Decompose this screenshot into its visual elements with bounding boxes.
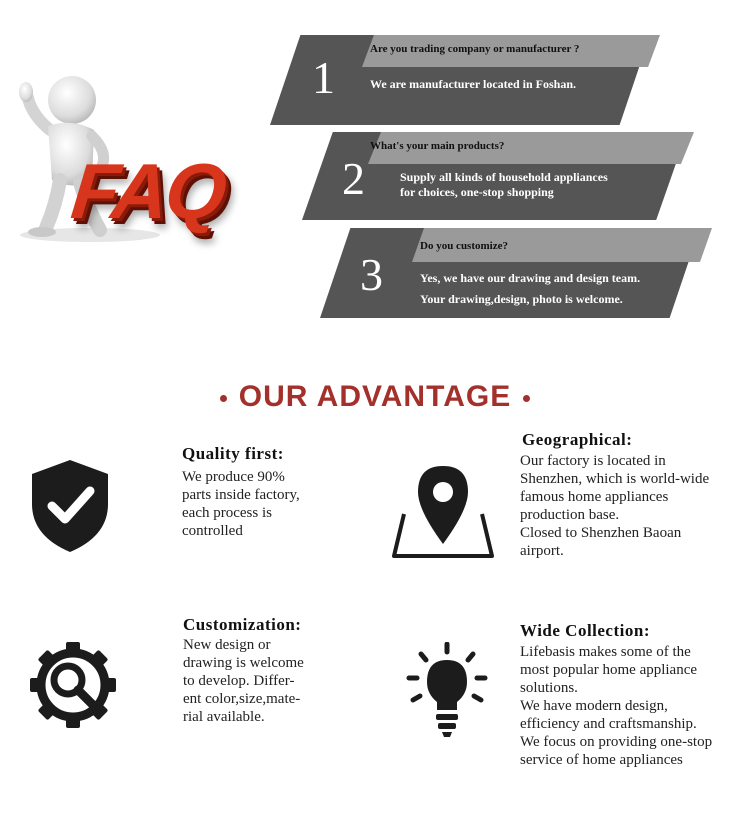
- advantage-text-line: service of home appliances: [520, 752, 683, 768]
- advantage-text-line: each process is: [182, 505, 272, 521]
- advantage-text-line: famous home appliances: [520, 489, 669, 505]
- advantage-text-line: Our factory is located in: [520, 453, 666, 469]
- advantage-text-line: production base.: [520, 507, 620, 523]
- advantage-text: [520, 643, 712, 769]
- title-dot-right: [523, 395, 530, 402]
- advantage-title-text: OUR ADVANTAGE: [238, 380, 512, 413]
- advantage-text-line: parts inside factory,: [182, 487, 300, 503]
- advantage-text-line: Closed to Shenzhen Baoan: [520, 525, 682, 541]
- advantage-heading: Wide Collection:: [520, 621, 650, 640]
- faq-number: 2: [342, 153, 365, 204]
- faq-number: 1: [312, 52, 335, 103]
- advantage-text: [520, 452, 709, 560]
- advantage-text-line: New design or: [183, 637, 271, 653]
- advantage-text: [182, 468, 300, 540]
- faq-number: 3: [360, 249, 383, 300]
- faq-answer-line: for choices, one-stop shopping: [400, 185, 554, 199]
- advantage-heading: Quality first:: [182, 444, 284, 463]
- advantage-text-line: efficiency and craftsmanship.: [520, 716, 697, 732]
- faq-card-2: [302, 132, 694, 220]
- advantage-text-line: We produce 90%: [182, 469, 285, 485]
- faq-answer-line: Yes, we have our drawing and design team.: [420, 271, 641, 285]
- faq-card-3: [320, 228, 712, 318]
- advantage-text-line: solutions.: [520, 680, 578, 696]
- advantage-text-line: We focus on providing one-stop: [520, 734, 713, 750]
- gear-search-icon: [28, 640, 118, 735]
- advantage-heading: Geographical:: [522, 430, 633, 449]
- advantage-text-line: rial available.: [183, 709, 265, 725]
- advantage-text-line: airport.: [520, 543, 564, 559]
- advantage-title: [0, 380, 750, 414]
- advantage-text-line: Lifebasis makes some of the: [520, 644, 691, 660]
- advantage-text: [183, 636, 304, 726]
- faq-question: Do you customize?: [420, 240, 508, 252]
- title-dot-left: [220, 395, 227, 402]
- faq-answer-line: We are manufacturer located in Foshan.: [370, 77, 576, 91]
- advantage-text-line: most popular home appliance: [520, 662, 698, 678]
- advantage-heading: Customization:: [183, 615, 302, 634]
- faq-answer: [370, 77, 576, 92]
- advantage-text-line: We have modern design,: [520, 698, 668, 714]
- map-pin-icon: [390, 462, 496, 565]
- advantage-text-line: Shenzhen, which is world-wide: [520, 471, 710, 487]
- faq-question: Are you trading company or manufacturer ?: [370, 43, 580, 55]
- light-bulb-icon: [405, 642, 489, 743]
- faq-answer-line: Supply all kinds of household appliances: [400, 170, 608, 184]
- advantage-text-line: to develop. Differ-: [183, 673, 295, 689]
- faq-card-1: [270, 35, 660, 125]
- faq-logo-text: FAQ: [67, 147, 229, 235]
- faq-answer: [420, 268, 640, 310]
- faq-answer-line: Your drawing,design, photo is welcome.: [420, 292, 623, 306]
- advantage-text-line: drawing is welcome: [183, 655, 304, 671]
- faq-question: What's your main products?: [370, 140, 505, 152]
- advantage-text-line: controlled: [182, 523, 243, 539]
- faq-answer: [400, 170, 608, 200]
- advantage-text-line: ent color,size,mate-: [183, 691, 301, 707]
- shield-check-icon: [30, 458, 110, 559]
